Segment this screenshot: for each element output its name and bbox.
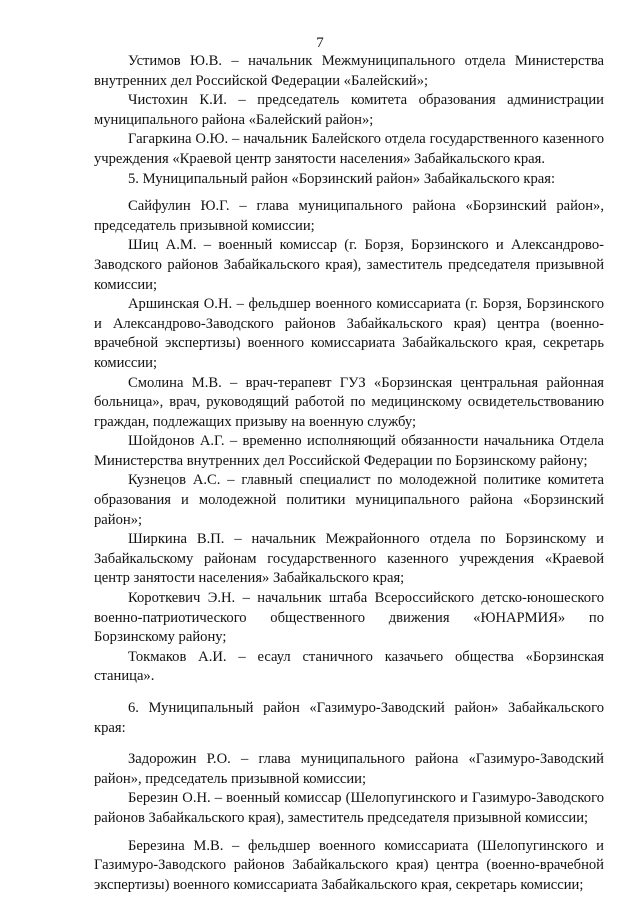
paragraph-ustimov: Устимов Ю.В. – начальник Межмуниципального отдела Министерства внутренних дел Российской Федерации «Балейский»; <box>94 53 604 89</box>
paragraph-shoydonov: Шойдонов А.Г. – временно исполняющий обязанности начальника Отдела Министерства внутренних дел Российской Федерации по Борзинскому району; <box>94 433 604 469</box>
paragraph-berezin: Березин О.Н. – военный комиссар (Шелопугинского и Газимуро-Заводского районов Забайкальского края), заместитель председателя призывной комиссии; <box>94 790 604 826</box>
document-body <box>94 52 604 895</box>
paragraph-chistokhin: Чистохин К.И. – председатель комитета образования администрации муниципального района «Балейский район»; <box>94 92 604 128</box>
paragraph-gagarkina: Гагаркина О.Ю. – начальник Балейского отдела государственного казенного учреждения «Краевой центр занятости населения» Забайкальского края. <box>94 131 604 167</box>
paragraph-shirkina: Ширкина В.П. – начальник Межрайонного отдела по Борзинскому и Забайкальскому районам государственного казенного учреждения «Краевой центр занятости населения» Забайкальского края; <box>94 531 604 587</box>
section-heading-gazimuro-zavodsky: 6. Муниципальный район «Газимуро-Заводский район» Забайкальского края: <box>94 700 604 736</box>
section-heading-borzinsky: 5. Муниципальный район «Борзинский район» Забайкальского края: <box>128 170 556 187</box>
paragraph-shits: Шиц А.М. – военный комиссар (г. Борзя, Борзинского и Александрово-Заводского районов Забайкальского края), заместитель председателя призывной комиссии; <box>94 237 604 293</box>
page-number: 7 <box>316 35 324 51</box>
paragraph-tokmakov: Токмаков А.И. – есаул станичного казачьего общества «Борзинская станица». <box>94 648 604 685</box>
paragraph-kuznetsov: Кузнецов А.С. – главный специалист по молодежной политике комитета образования и молодежной политики муниципального района «Борзинский район»; <box>94 472 604 528</box>
paragraph-arshinskaya: Аршинская О.Н. – фельдшер военного комиссариата (г. Борзя, Борзинского и Александрово-Заводского районов Забайкальского края) центра (военно-врачебной экспертизы) военного комиссариата Забайкальского края, секретарь комиссии; <box>94 296 604 371</box>
paragraph-sayfulin: Сайфулин Ю.Г. – глава муниципального района «Борзинский район», председатель призывной комиссии; <box>94 198 604 234</box>
paragraph-berezina: Березина М.В. – фельдшер военного комиссариата (Шелопугинского и Газимуро-Заводского районов Забайкальского края) центра (военно-врачебной экспертизы) военного комиссариата Забайкальского края, секретарь комиссии; <box>94 837 604 893</box>
paragraph-korotkevich: Короткевич Э.Н. – начальник штаба Всероссийского детско-юношеского военно-патриотического общественного движения «ЮНАРМИЯ» по Борзинскому району; <box>94 590 604 646</box>
paragraph-zadorozhin: Задорожин Р.О. – глава муниципального района «Газимуро-Заводский район», председатель призывной комиссии; <box>94 751 604 787</box>
paragraph-smolina: Смолина М.В. – врач-терапевт ГУЗ «Борзинская центральная районная больница», врач, руководящий работой по медицинскому освидетельствованию граждан, подлежащих призыву на военную службу; <box>94 374 604 430</box>
